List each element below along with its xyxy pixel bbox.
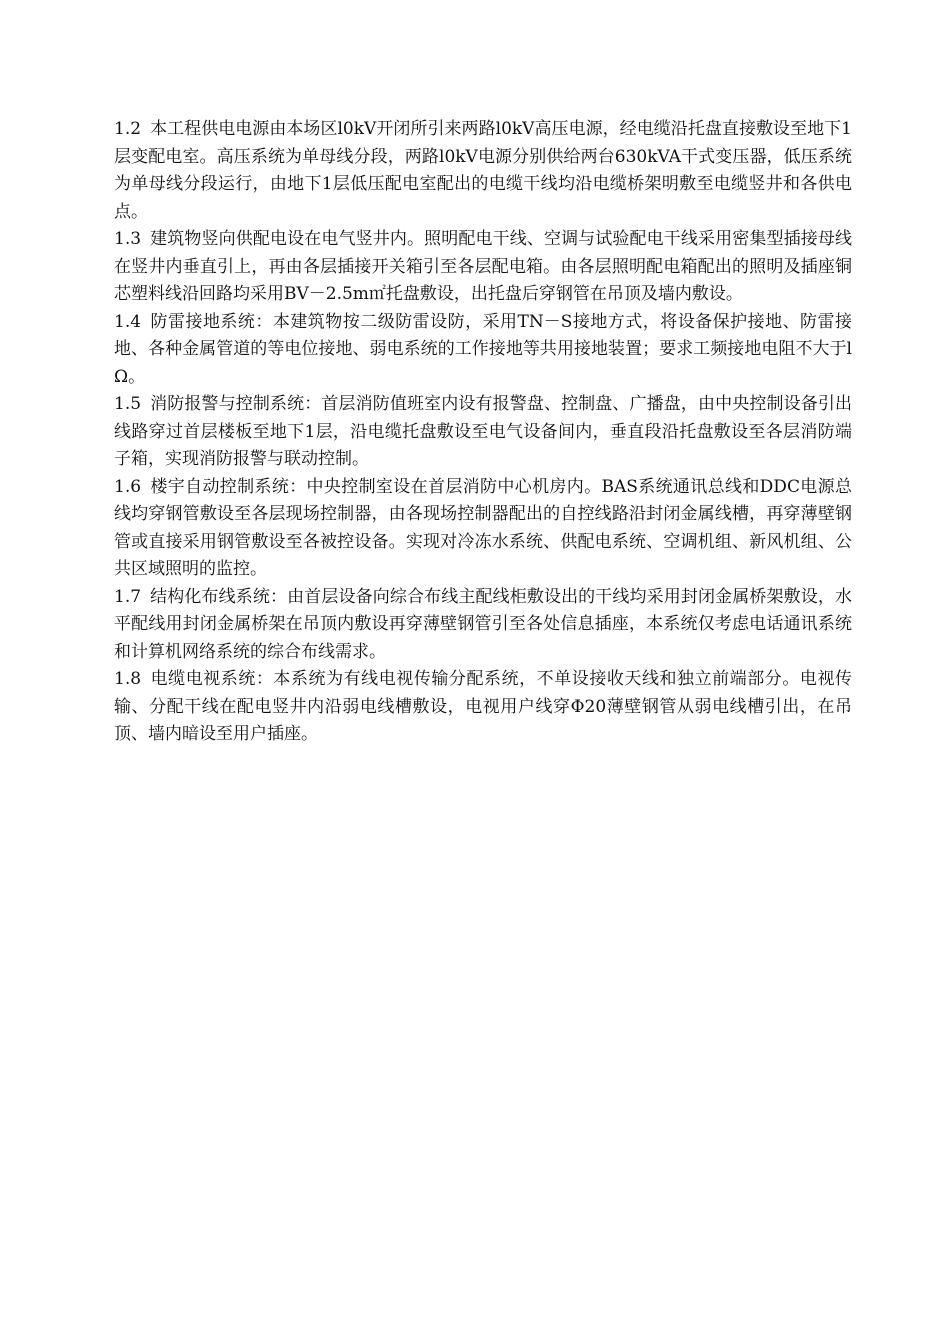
paragraph-text: 结构化布线系统：由首层设备向综合布线主配线柜敷设出的干线均采用封闭金属桥架敷设，水平配线用封闭金属桥架在吊顶内敷设再穿薄壁钢管引至各处信息插座，本系统仅考虑电话通讯系统和计算机网络系统的综合布线需求。: [114, 586, 852, 662]
paragraph-text: 本工程供电电源由本场区l0kV开闭所引来两路l0kV高压电源，经电缆沿托盘直接敷设至地下1层变配电室。高压系统为单母线分段，两路l0kV电源分别供给两台630kVA干式变压器，低压系统为单母线分段运行，由地下1层低压配电室配出的电缆干线均沿电缆桥架明敷至电缆竖井和各供电点。: [114, 119, 852, 222]
paragraph-text: 消防报警与控制系统：首层消防值班室内设有报警盘、控制盘、广播盘，由中央控制设备引出线路穿过首层楼板至地下1层，沿电缆托盘敷设至电气设备间内，垂直段沿托盘敷设至各层消防端子箱，实现消防报警与联动控制。: [114, 394, 852, 469]
paragraph-1-6: [114, 474, 852, 584]
section-number: 1.4: [114, 311, 142, 332]
paragraph-text: 楼宇自动控制系统：中央控制室设在首层消防中心机房内。BAS系统通讯总线和DDC电源总线均穿钢管敷设至各层现场控制器，由各现场控制器配出的自控线路沿封闭金属线槽，再穿薄壁钢管或直接采用钢管敷设至各被控设备。实现对冷冻水系统、供配电系统、空调机组、新风机组、公共区域照明的监控。: [114, 476, 852, 579]
paragraph-1-3: [114, 226, 852, 309]
section-number: 1.5: [114, 394, 142, 414]
paragraph-1-5: [114, 391, 852, 474]
section-number: 1.3: [114, 229, 142, 249]
paragraph-text: 防雷接地系统：本建筑物按二级防雷设防，采用TN－S接地方式，将设备保护接地、防雷接地、各种金属管道的等电位接地、弱电系统的工作接地等共用接地装置；要求工频接地电阻不大于lΩ。: [114, 311, 852, 387]
paragraph-text: 电缆电视系统：本系统为有线电视传输分配系统，不单设接收天线和独立前端部分。电视传输、分配干线在配电竖井内沿弱电线槽敷设，电视用户线穿Φ20薄壁钢管从弱电线槽引出，在吊顶、墙内暗设至用户插座。: [114, 669, 852, 744]
section-number: 1.2: [114, 119, 142, 139]
section-number: 1.8: [114, 669, 142, 689]
paragraph-1-7: [114, 584, 852, 667]
paragraph-1-4: [114, 309, 852, 392]
section-number: 1.7: [114, 586, 142, 607]
paragraph-text: 建筑物竖向供配电设在电气竖井内。照明配电干线、空调与试验配电干线采用密集型插接母线在竖井内垂直引上，再由各层插接开关箱引至各层配电箱。由各层照明配电箱配出的照明及插座铜芯塑料线沿回路均采用BV－2.5m㎡托盘敷设，出托盘后穿钢管在吊顶及墙内敷设。: [114, 229, 852, 304]
document-body: [114, 116, 852, 749]
paragraph-1-2: [114, 116, 852, 226]
paragraph-1-8: [114, 666, 852, 749]
section-number: 1.6: [114, 476, 142, 497]
